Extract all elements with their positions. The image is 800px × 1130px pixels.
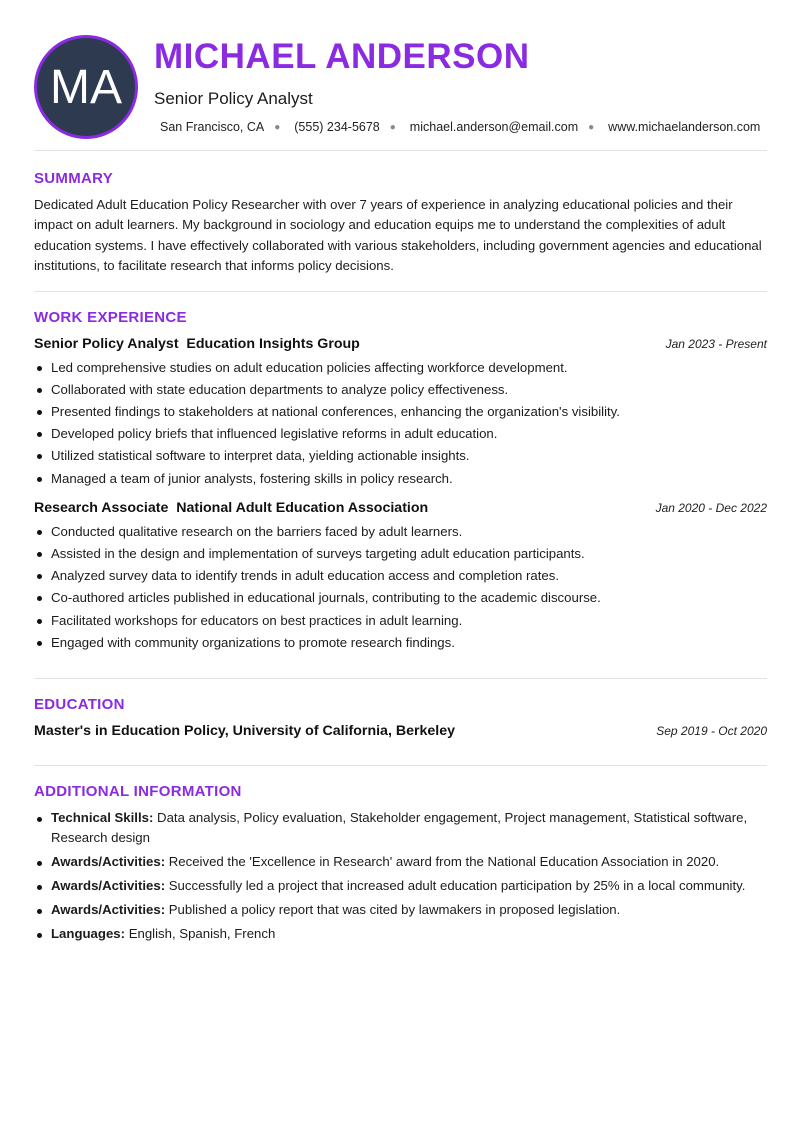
list-item xyxy=(34,924,767,944)
job-role: Senior Policy Analyst Education Insights Group xyxy=(34,335,360,352)
separator-dot: ● xyxy=(588,121,595,133)
contact-location: San Francisco, CA xyxy=(160,120,265,134)
job-role: Research Associate National Adult Education Association xyxy=(34,499,429,516)
job-entry xyxy=(34,500,767,654)
list-item: Led comprehensive studies on adult education policies affecting workforce development. xyxy=(34,357,767,379)
additional-section xyxy=(34,766,767,943)
education-entry xyxy=(34,723,767,739)
education-section xyxy=(34,679,767,739)
experience-section xyxy=(34,292,767,654)
item-label: Languages: xyxy=(51,925,126,941)
additional-list xyxy=(34,808,767,943)
list-item xyxy=(34,876,767,896)
item-label: Awards/Activities: xyxy=(51,853,166,869)
summary-text: Dedicated Adult Education Policy Researcher with over 7 years of experience in analyzing educational policies and their impact on adult learners. My background in sociology and education equips me to understand the complexities of adult education systems. I have effectively collaborated with various stakeholders, including government agencies and educational institutions, to facilitate research that informs policy decisions. xyxy=(34,197,762,274)
section-heading-experience: WORK EXPERIENCE xyxy=(34,308,187,326)
job-bullets xyxy=(34,521,767,654)
section-heading-additional: ADDITIONAL INFORMATION xyxy=(34,783,242,801)
item-label: Awards/Activities: xyxy=(51,877,166,893)
job-header xyxy=(34,500,767,516)
section-heading-summary: SUMMARY xyxy=(34,170,114,187)
separator-dot: ● xyxy=(274,121,281,133)
list-item xyxy=(34,900,767,920)
contact-phone: (555) 234-5678 xyxy=(294,120,380,134)
job-date: Jan 2020 - Dec 2022 xyxy=(655,500,767,515)
list-item: Utilized statistical software to interpret data, yielding actionable insights. xyxy=(34,445,767,467)
item-label: Technical Skills: xyxy=(51,810,154,826)
list-item: Co-authored articles published in educational journals, contributing to the academic discourse. xyxy=(34,587,767,609)
list-item xyxy=(34,852,767,872)
resume-header xyxy=(34,0,767,150)
list-item: Conducted qualitative research on the barriers faced by adult learners. xyxy=(34,521,767,543)
contact-email[interactable]: michael.anderson@email.com xyxy=(409,120,579,134)
section-heading-education: EDUCATION xyxy=(34,696,125,714)
job-entry xyxy=(34,336,767,490)
job-header xyxy=(34,336,767,352)
list-item: Facilitated workshops for educators on best practices in adult learning. xyxy=(34,610,767,632)
list-item: Assisted in the design and implementation of surveys targeting adult education participants. xyxy=(34,543,767,565)
list-item: Analyzed survey data to identify trends in adult education access and completion rates. xyxy=(34,565,767,587)
contact-line xyxy=(160,120,760,134)
candidate-name: MICHAEL ANDERSON xyxy=(154,37,530,76)
item-text: Received the 'Excellence in Research' award from the National Education Association in 2020. xyxy=(168,853,720,869)
separator-dot: ● xyxy=(389,121,396,133)
job-date: Jan 2023 - Present xyxy=(665,336,767,351)
summary-section xyxy=(34,151,767,277)
item-text: Data analysis, Policy evaluation, Stakeholder engagement, Project management, Statistical software, Research design xyxy=(51,810,748,845)
list-item: Engaged with community organizations to promote research findings. xyxy=(34,632,767,654)
candidate-title: Senior Policy Analyst xyxy=(154,89,313,108)
item-text: English, Spanish, French xyxy=(128,925,276,941)
list-item: Presented findings to stakeholders at national conferences, enhancing the organization's visibility. xyxy=(34,401,767,423)
item-text: Published a policy report that was cited by lawmakers in proposed legislation. xyxy=(168,901,621,917)
item-label: Awards/Activities: xyxy=(51,901,166,917)
degree: Master's in Education Policy, University of California, Berkeley xyxy=(34,723,455,740)
list-item: Collaborated with state education departments to analyze policy effectiveness. xyxy=(34,379,767,401)
list-item: Managed a team of junior analysts, fostering skills in policy research. xyxy=(34,468,767,490)
list-item xyxy=(34,808,767,847)
job-bullets xyxy=(34,357,767,490)
avatar: MA xyxy=(34,35,138,139)
resume-page xyxy=(34,0,767,948)
item-text: Successfully led a project that increased adult education participation by 25% in a local community. xyxy=(168,877,746,893)
list-item: Developed policy briefs that influenced legislative reforms in adult education. xyxy=(34,423,767,445)
contact-website[interactable]: www.michaelanderson.com xyxy=(608,120,761,134)
education-date: Sep 2019 - Oct 2020 xyxy=(656,724,767,739)
